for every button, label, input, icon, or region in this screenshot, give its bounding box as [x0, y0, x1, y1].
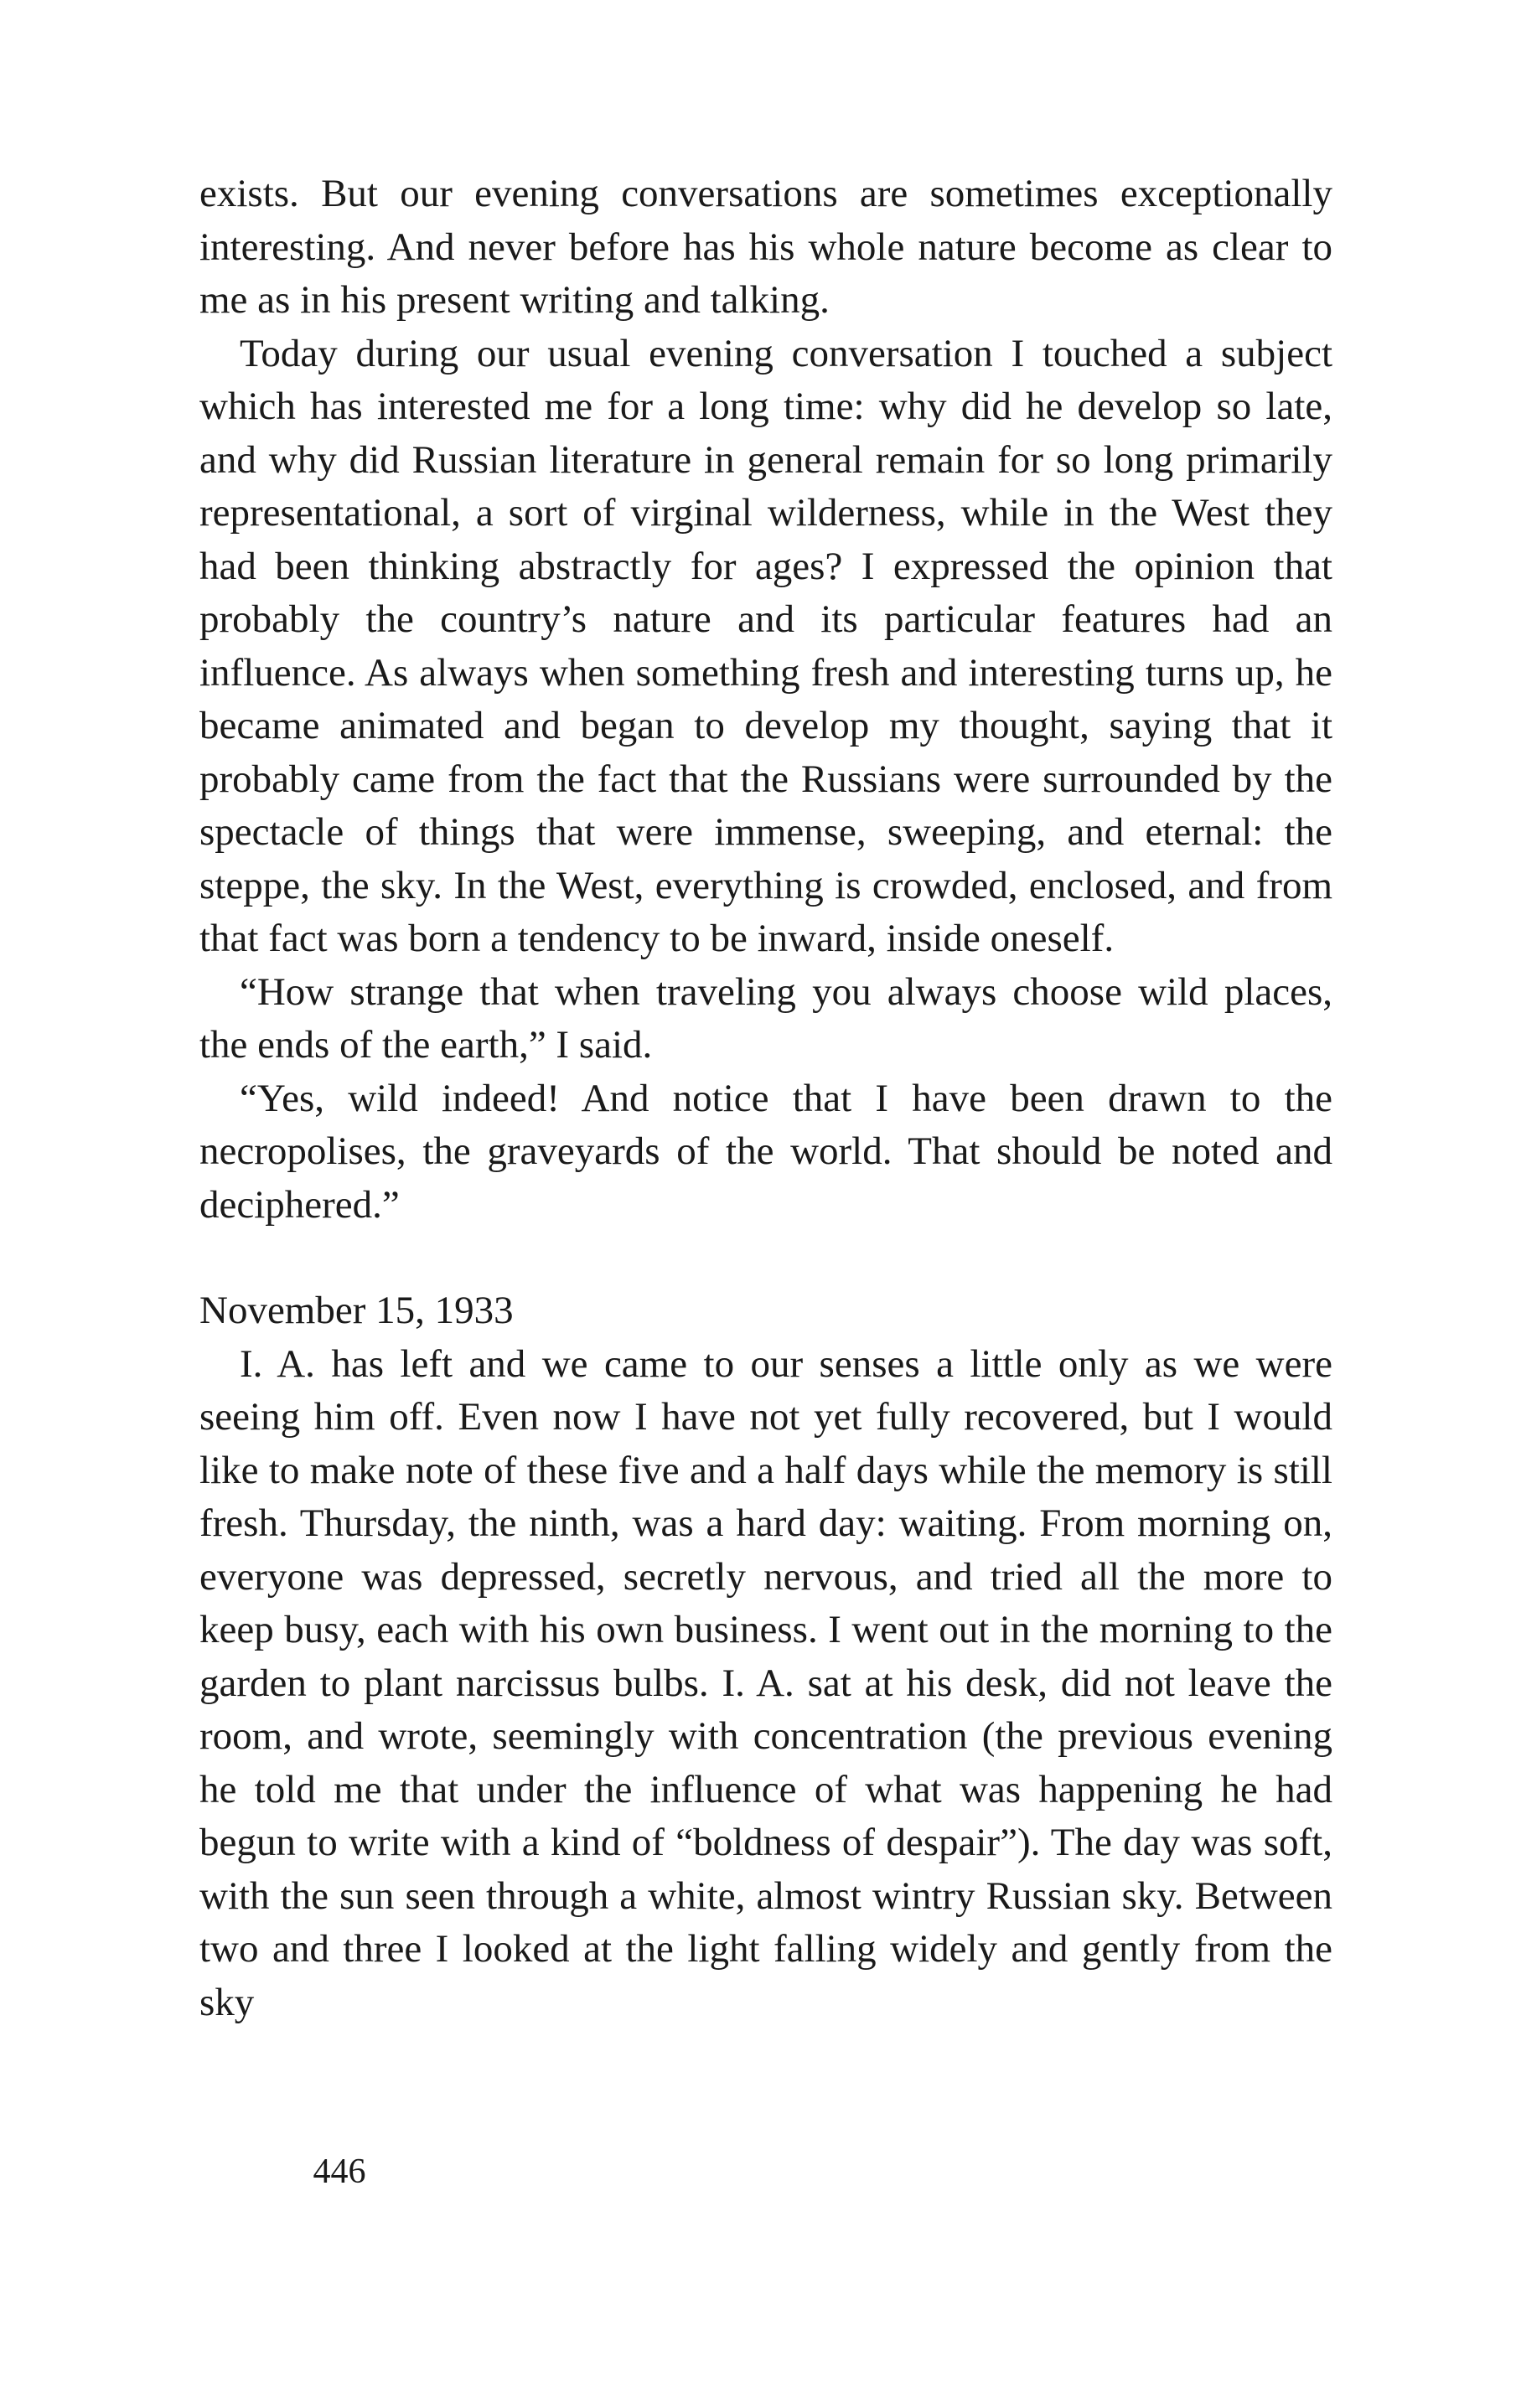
- paragraph-quote-necropolises: “Yes, wild indeed! And notice that I have been drawn to the necropolises, the graveyards of the world. That should be noted and deciphered.”: [199, 1076, 1332, 1227]
- page-number: 446: [313, 2152, 366, 2191]
- body-text: [199, 168, 1332, 2029]
- date-heading: November 15, 1933: [199, 1289, 514, 1332]
- paragraph-conversation: Today during our usual evening conversation I touched a subject which has interested me for a long time: why did he develop so late, and why did Russian literature in general remain for so long primarily representational, a sort of virginal wilderness, while in the West they had been thinking abstractly for ages? I expressed the opinion that probably the country’s nature and its particular features had an influence. As always when something fresh and interesting turns up, he became animated and began to develop my thought, saying that it probably came from the fact that the Russians were surrounded by the spectacle of things that were immense, sweeping, and eternal: the steppe, the sky. In the West, everything is crowded, enclosed, and from that fact was born a tendency to be inward, inside oneself.: [199, 331, 1332, 960]
- paragraph-quote-wild-places: “How strange that when traveling you always choose wild places, the ends of the earth,” I said.: [199, 969, 1332, 1067]
- paragraph-continuation: exists. But our evening conversations are sometimes exceptionally interesting. And never before has his whole nature become as clear to me as in his present writing and talking.: [199, 172, 1332, 322]
- paragraph-departure: I. A. has left and we came to our senses a little only as we were seeing him off. Even now I have not yet fully recovered, but I would like to make note of these five and a half days while the memory is still fresh. Thursday, the ninth, was a hard day: waiting. From morning on, everyone was depressed, secretly nervous, and tried all the more to keep busy, each with his own business. I went out in the morning to the garden to plant narcissus bulbs. I. A. sat at his desk, did not leave the room, and wrote, seemingly with concentration (the previous evening he told me that under the influence of what was happening he had begun to write with a kind of “boldness of despair”). The day was soft, with the sun seen through a white, almost wintry Russian sky. Between two and three I looked at the light falling widely and gently from the sky: [199, 1341, 1332, 2024]
